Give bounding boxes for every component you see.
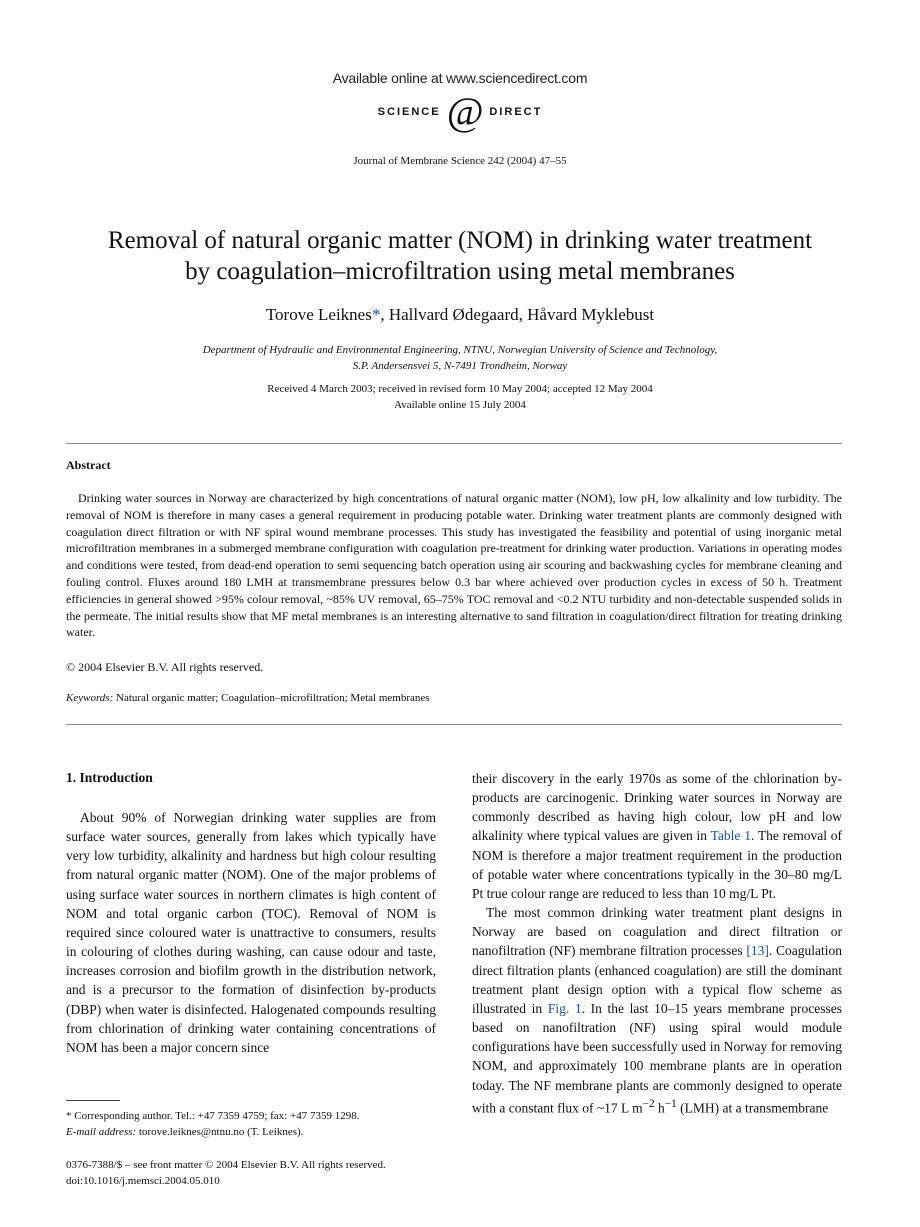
available-online-banner[interactable]: Available online at www.sciencedirect.com bbox=[332, 70, 588, 86]
abstract-text: Drinking water sources in Norway are characterized by high concentrations of natural organic matter (NOM), low pH, low alkalinity and low turbidity. The removal of NOM is therefore in many cases a general requirement in producing potable water. Drinking water treatment plants are commonly designed with coagulation direct filtration or with NF spiral wound membrane processes. This study has investigated the feasibility and potential of using inorganic metal microfiltration membranes in a submerged membrane configuration with coagulation pre-treatment for drinking water production. Variations in operating modes and conditions were tested, from dead-end operation to semi sequencing batch operation using air scouring and backwashing cycles for membrane cleaning and fouling control. Fluxes around 180 LMH at transmembrane pressures below 0.3 bar where achieved over production cycles in excess of 50 h. Treatment efficiencies in general showed >95% colour removal, ~85% UV removal, 65–75% TOC removal and <0.2 NTU turbidity and non-detectable suspended solids in the permeate. The initial results show that MF metal membranes is an interesting alternative to sand filtration in coagulation/direct filtration for treating drinking water. bbox=[66, 491, 842, 640]
divider-bottom bbox=[66, 724, 842, 725]
intro-paragraph-2 bbox=[472, 903, 842, 1117]
author-list bbox=[0, 305, 920, 325]
logo-at-icon: @ bbox=[446, 89, 484, 134]
figure-1-link[interactable]: Fig. 1 bbox=[547, 1000, 582, 1016]
logo-word-direct: DIRECT bbox=[489, 106, 543, 118]
keywords bbox=[66, 692, 430, 704]
author-name: Torove Leiknes bbox=[265, 305, 372, 324]
issn-line: 0376-7388/$ – see front matter © 2004 Elsevier B.V. All rights reserved. bbox=[66, 1159, 386, 1171]
doi-line[interactable]: doi:10.1016/j.memsci.2004.05.010 bbox=[66, 1175, 220, 1187]
received-dates: Received 4 March 2003; received in revised form 10 May 2004; accepted 12 May 2004 bbox=[267, 383, 653, 395]
affiliation bbox=[80, 342, 840, 374]
front-matter bbox=[66, 1157, 446, 1189]
email-note bbox=[66, 1124, 438, 1140]
superscript: −2 bbox=[642, 1097, 655, 1110]
left-column bbox=[66, 808, 436, 1057]
footnote-divider bbox=[66, 1100, 120, 1101]
corresponding-author-link[interactable]: * bbox=[371, 305, 381, 324]
abstract-copyright: © 2004 Elsevier B.V. All rights reserved. bbox=[66, 660, 264, 674]
footnote bbox=[66, 1108, 438, 1140]
divider-top bbox=[66, 443, 842, 444]
affiliation-line-2: S.P. Andersensvei 5, N-7491 Trondheim, Norway bbox=[352, 360, 568, 372]
para-text: The most common drinking water treatment plant designs in Norway are based on coagulation and direct filtration or nanofiltration (NF) membrane filtration processes bbox=[472, 905, 842, 959]
article-title bbox=[40, 225, 880, 287]
logo-word-science: SCIENCE bbox=[377, 106, 441, 118]
section-heading-introduction: 1. Introduction bbox=[66, 770, 153, 785]
journal-citation: Journal of Membrane Science 242 (2004) 47–55 bbox=[353, 155, 567, 167]
corresponding-author-note: * Corresponding author. Tel.: +47 7359 4759; fax: +47 7359 1298. bbox=[66, 1110, 360, 1122]
para-text: their discovery in the early 1970s as some of the chlorination by-products are carcinogenic. Drinking water sources in Norway are commonly described as having high colour, low pH and low alkalinity where typical values are given in bbox=[472, 771, 842, 844]
affiliation-line-1: Department of Hydraulic and Environmental Engineering, NTNU, Norwegian University of Science and Technology, bbox=[202, 344, 718, 356]
para-text: . In the last 10–15 years membrane processes based on nanofiltration (NF) using spiral would module configurations have been successfully used in Norway for removing NOM, and approximately 100 membrane plants are in operation today. The NF membrane plants are commonly designed to operate with a constant flux of ~17 L m bbox=[472, 1000, 842, 1116]
publication-history bbox=[0, 381, 920, 413]
coauthor-names: , Hallvard Ødegaard, Håvard Myklebust bbox=[380, 305, 655, 324]
intro-paragraph-1-continued bbox=[472, 769, 842, 903]
para-text: (LMH) at a transmembrane bbox=[676, 1100, 829, 1116]
title-line-1: Removal of natural organic matter (NOM) in drinking water treatment bbox=[107, 227, 813, 254]
title-line-2: by coagulation–microfiltration using metal membranes bbox=[185, 258, 735, 285]
keywords-list: Natural organic matter; Coagulation–microfiltration; Metal membranes bbox=[113, 692, 430, 704]
available-online-date: Available online 15 July 2004 bbox=[394, 399, 526, 411]
para-text: . The removal of NOM is therefore a major treatment requirement in the production of potable water where concentrations typically in the 30–80 mg/L Pt true colour range are reduced to less than 10 mg/L Pt. bbox=[472, 828, 842, 901]
intro-paragraph-1: About 90% of Norwegian drinking water supplies are from surface water sources, generally from lakes which typically have very low turbidity, alkalinity and hardness but high colour resulting from natural organic matter (NOM). One of the major problems of using surface water sources in northern climates is high content of NOM and total organic carbon (TOC). Removal of NOM is required since coloured water is unattractive to consumers, results in colouring of clothes during washing, can cause odour and taste, increases corrosion and biofilm growth in the distribution network, and is a precursor to the formation of disinfection by-products (DBP) when water is disinfected. Halogenated compounds resulting from chlorination of drinking water containing concentrations of NOM has been a major concern since bbox=[66, 810, 436, 1055]
abstract-heading: Abstract bbox=[66, 458, 111, 472]
sciencedirect-logo bbox=[0, 89, 920, 134]
para-text: . Coagulation direct filtration plants (enhanced coagulation) are still the dominant treatment plant design option with a typical flow scheme as illustrated in bbox=[472, 943, 842, 1016]
keywords-label: Keywords: bbox=[66, 692, 114, 704]
email-address[interactable]: torove.leiknes@ntnu.no (T. Leiknes). bbox=[136, 1126, 304, 1138]
right-column bbox=[472, 769, 842, 1117]
table-1-link[interactable]: Table 1 bbox=[710, 828, 751, 844]
superscript: −1 bbox=[664, 1097, 677, 1110]
para-text: h bbox=[654, 1100, 665, 1116]
email-label: E-mail address: bbox=[66, 1126, 137, 1138]
reference-13-link[interactable]: [13] bbox=[746, 943, 769, 959]
